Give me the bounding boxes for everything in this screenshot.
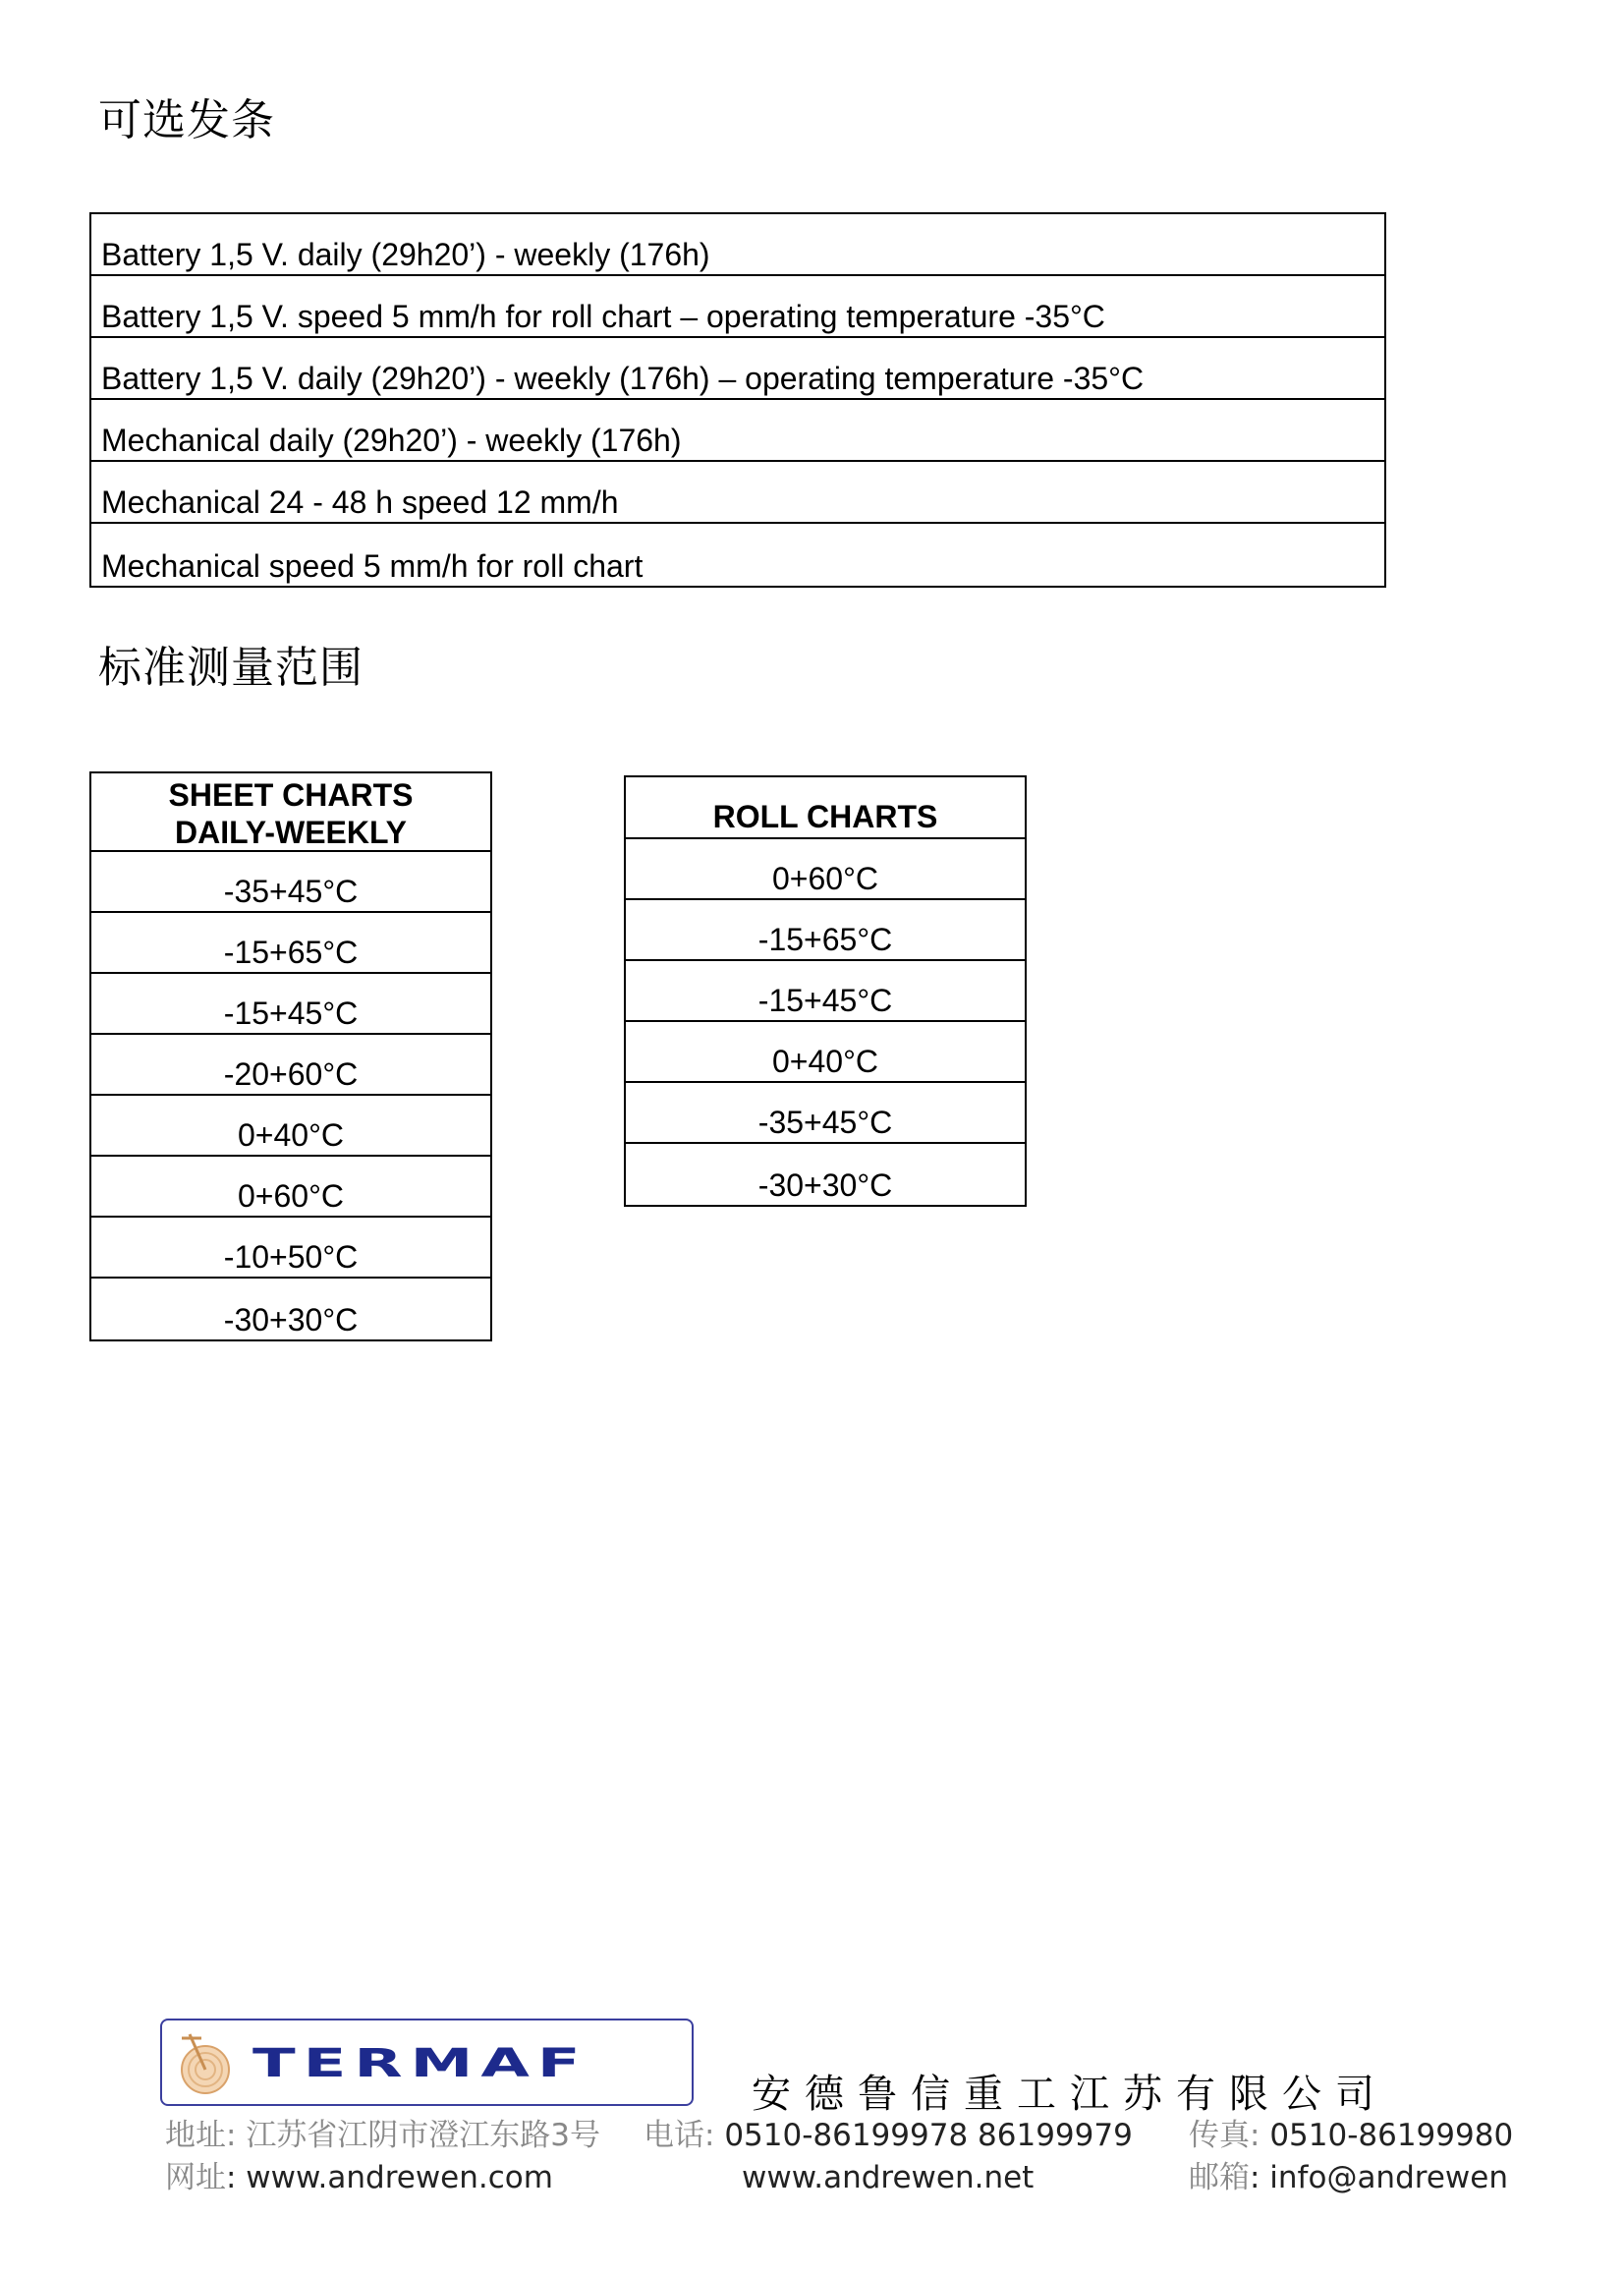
- options-row: Battery 1,5 V. daily (29h20’) - weekly (176h): [91, 214, 1384, 276]
- options-row: Mechanical speed 5 mm/h for roll chart: [101, 548, 644, 584]
- email-line: [1189, 2158, 1508, 2197]
- logo-letter: R: [354, 2041, 411, 2086]
- sheet-charts-header: [91, 773, 490, 852]
- website-label: 网址: [165, 2160, 226, 2195]
- phone-value: 0510-86199978 86199979: [724, 2118, 1133, 2153]
- logo-wordmark: [252, 2040, 588, 2086]
- sheet-range-cell: -15+65°C: [91, 913, 490, 974]
- roll-charts-header: ROLL CHARTS: [626, 777, 1025, 839]
- fax-line: [1189, 2116, 1513, 2155]
- sheet-range-cell: 0+40°C: [91, 1096, 490, 1157]
- options-row: Mechanical daily (29h20’) - weekly (176h): [91, 400, 1384, 462]
- address-line: [165, 2116, 600, 2155]
- email-label: 邮箱: [1189, 2160, 1250, 2195]
- ranges-heading: 标准测量范围: [98, 643, 364, 693]
- options-row: Battery 1,5 V. speed 5 mm/h for roll chart – operating temperature -35°C: [91, 276, 1384, 338]
- sheet-range-cell: -10+50°C: [91, 1218, 490, 1279]
- phone-label: 电话:: [644, 2118, 715, 2153]
- termaf-logo: [160, 2019, 694, 2106]
- options-table: [89, 212, 1386, 588]
- logo-letter: T: [252, 2041, 304, 2086]
- address-value: 江苏省江阴市澄江东路3号: [246, 2118, 601, 2153]
- thermometer-dial-icon: [172, 2028, 241, 2097]
- website-line: [165, 2158, 553, 2197]
- logo-letter: E: [303, 2041, 355, 2086]
- website-value[interactable]: : www.andrewen.com: [226, 2160, 553, 2195]
- roll-charts-table: [624, 775, 1027, 1207]
- roll-range-cell: 0+60°C: [626, 839, 1025, 900]
- logo-letter: M: [410, 2041, 481, 2086]
- sheet-charts-title-line2: DAILY-WEEKLY: [175, 815, 407, 850]
- company-name: 安德鲁信重工江苏有限公司: [752, 2072, 1388, 2117]
- fax-value: 0510-86199980: [1269, 2118, 1514, 2153]
- logo-letter: A: [480, 2041, 537, 2086]
- roll-range-cell: -30+30°C: [757, 1167, 893, 1203]
- sheet-range-cell: -20+60°C: [91, 1035, 490, 1096]
- sheet-range-cell: 0+60°C: [91, 1157, 490, 1218]
- phone-line: [644, 2116, 1133, 2155]
- website2-value[interactable]: www.andrewen.net: [742, 2160, 1035, 2195]
- options-row: Mechanical 24 - 48 h speed 12 mm/h: [91, 462, 1384, 524]
- sheet-charts-title-line1: SHEET CHARTS: [168, 777, 414, 813]
- website2-line: [742, 2158, 1034, 2197]
- sheet-range-cell: -35+45°C: [91, 852, 490, 913]
- options-heading: 可选发条: [98, 95, 275, 145]
- fax-label: 传真:: [1189, 2118, 1260, 2153]
- roll-range-cell: -35+45°C: [626, 1083, 1025, 1144]
- address-label: 地址:: [165, 2118, 237, 2153]
- roll-range-cell: -15+45°C: [626, 961, 1025, 1022]
- email-value[interactable]: : info@andrewen: [1250, 2160, 1508, 2195]
- logo-letter: F: [536, 2041, 588, 2086]
- options-row: Battery 1,5 V. daily (29h20’) - weekly (176h) – operating temperature -35°C: [91, 338, 1384, 400]
- sheet-charts-table: [89, 771, 492, 1341]
- roll-range-cell: -15+65°C: [626, 900, 1025, 961]
- sheet-range-cell: -15+45°C: [91, 974, 490, 1035]
- sheet-range-cell: -30+30°C: [223, 1302, 359, 1337]
- roll-range-cell: 0+40°C: [626, 1022, 1025, 1083]
